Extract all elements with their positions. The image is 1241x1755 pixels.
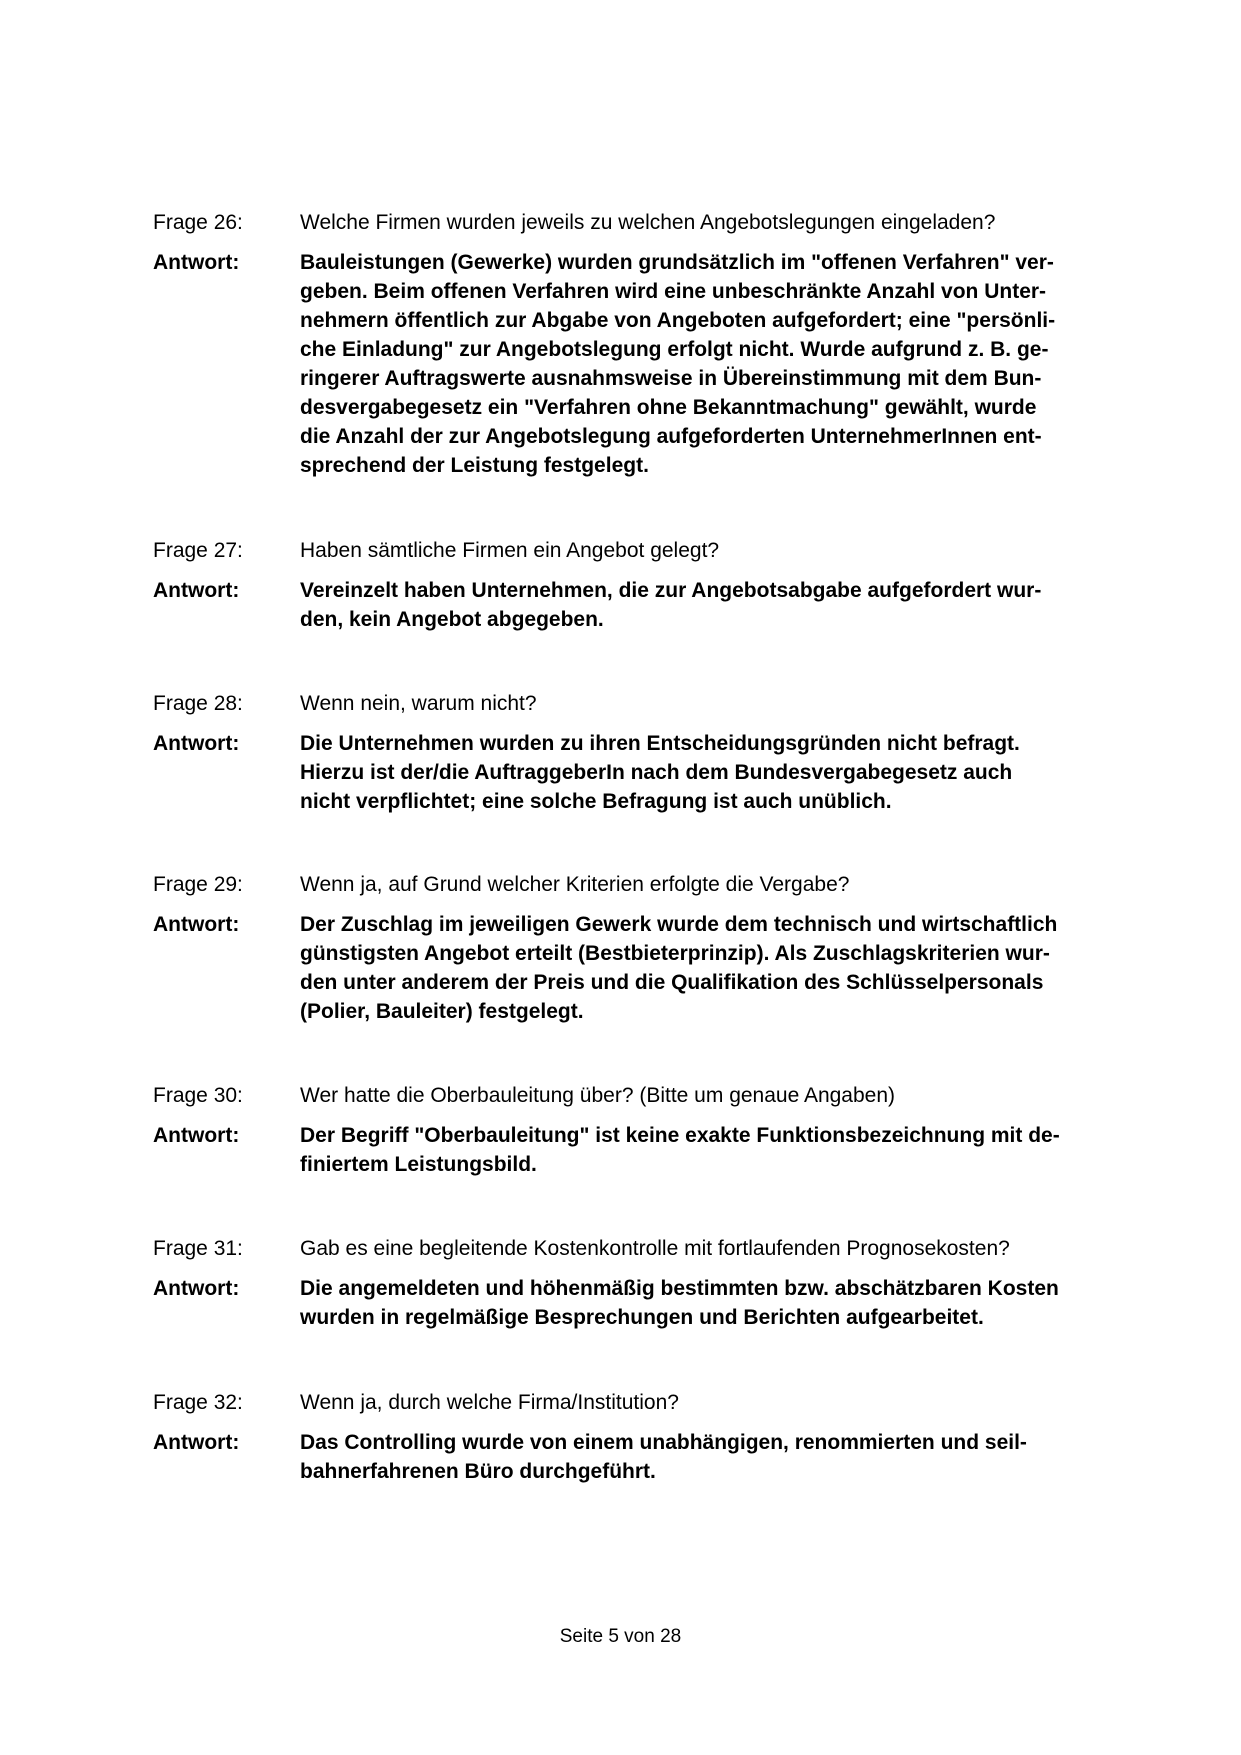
answer-line: Bauleistungen (Gewerke) wurden grundsätzlich im "offenen Verfahren" ver- [300,251,1054,274]
answer-line: ringerer Auftragswerte ausnahmsweise in Übereinstimmung mit dem Bun- [300,367,1042,390]
answer-line: Vereinzelt haben Unternehmen, die zur Angebotsabgabe aufgefordert wur- [300,579,1042,602]
answer-line: bahnerfahrenen Büro durchgeführt. [300,1460,656,1483]
question-label: Frage 28: [153,692,243,715]
answer-row [153,729,1133,816]
question-label: Frage 27: [153,539,243,562]
qa-block-27 [153,536,1133,634]
qa-block-32 [153,1388,1133,1486]
answer-line: nicht verpflichtet; eine solche Befragung ist auch unüblich. [300,790,892,813]
answer-label: Antwort: [153,1431,240,1454]
answer-line: sprechend der Leistung festgelegt. [300,454,649,477]
answer-line: Hierzu ist der/die AuftraggeberIn nach dem Bundesvergabegesetz auch [300,761,1013,784]
answer-label: Antwort: [153,913,240,936]
answer-line: (Polier, Bauleiter) festgelegt. [300,1000,584,1023]
answer-text [300,248,1133,480]
question-text: Welche Firmen wurden jeweils zu welchen Angebotslegungen eingeladen? [300,211,996,234]
answer-text [300,1121,1133,1179]
answer-row [153,1274,1133,1332]
qa-block-30 [153,1081,1133,1179]
answer-line: den unter anderem der Preis und die Qualifikation des Schlüsselpersonals [300,971,1044,994]
question-row [153,870,1133,899]
question-label: Frage 26: [153,211,243,234]
question-label: Frage 29: [153,873,243,896]
question-row [153,689,1133,718]
question-text: Wenn nein, warum nicht? [300,692,537,715]
answer-row [153,910,1133,1026]
qa-block-28 [153,689,1133,816]
answer-line: die Anzahl der zur Angebotslegung aufgeforderten UnternehmerInnen ent- [300,425,1042,448]
answer-text [300,910,1133,1026]
page-number: Seite 5 von 28 [559,1626,682,1647]
answer-row [153,1428,1133,1486]
answer-label: Antwort: [153,579,240,602]
answer-line: Der Zuschlag im jeweiligen Gewerk wurde dem technisch und wirtschaftlich [300,913,1058,936]
qa-block-29 [153,870,1133,1026]
answer-text [300,1428,1133,1486]
answer-line: Die angemeldeten und höhenmäßig bestimmten bzw. abschätzbaren Kosten [300,1277,1059,1300]
answer-line: günstigsten Angebot erteilt (Bestbieterprinzip). Als Zuschlagskriterien wur- [300,942,1050,965]
question-label: Frage 32: [153,1391,243,1414]
answer-label: Antwort: [153,1124,240,1147]
answer-row [153,248,1133,480]
answer-line: Die Unternehmen wurden zu ihren Entscheidungsgründen nicht befragt. [300,732,1020,755]
answer-row [153,1121,1133,1179]
answer-text [300,729,1133,816]
question-row [153,536,1133,565]
question-label: Frage 30: [153,1084,243,1107]
question-text: Gab es eine begleitende Kostenkontrolle mit fortlaufenden Prognosekosten? [300,1237,1010,1260]
answer-line: nehmern öffentlich zur Abgabe von Angeboten aufgefordert; eine "persönli- [300,309,1056,332]
question-row [153,208,1133,237]
answer-line: den, kein Angebot abgegeben. [300,608,604,631]
qa-block-31 [153,1234,1133,1332]
answer-text [300,1274,1133,1332]
question-text: Haben sämtliche Firmen ein Angebot gelegt? [300,539,720,562]
answer-line: che Einladung" zur Angebotslegung erfolgt nicht. Wurde aufgrund z. B. ge- [300,338,1049,361]
question-label: Frage 31: [153,1237,243,1260]
answer-row [153,576,1133,634]
answer-line: finiertem Leistungsbild. [300,1153,537,1176]
answer-label: Antwort: [153,251,240,274]
question-text: Wenn ja, auf Grund welcher Kriterien erfolgte die Vergabe? [300,873,850,896]
question-row [153,1234,1133,1263]
answer-line: Das Controlling wurde von einem unabhängigen, renommierten und seil- [300,1431,1027,1454]
answer-line: Der Begriff "Oberbauleitung" ist keine exakte Funktionsbezeichnung mit de- [300,1124,1060,1147]
question-row [153,1081,1133,1110]
answer-line: wurden in regelmäßige Besprechungen und Berichten aufgearbeitet. [300,1306,984,1329]
answer-label: Antwort: [153,1277,240,1300]
question-row [153,1388,1133,1417]
answer-line: geben. Beim offenen Verfahren wird eine unbeschränkte Anzahl von Unter- [300,280,1047,303]
answer-label: Antwort: [153,732,240,755]
question-text: Wenn ja, durch welche Firma/Institution? [300,1391,679,1414]
answer-text [300,576,1133,634]
qa-block-26 [153,208,1133,480]
answer-line: desvergabegesetz ein "Verfahren ohne Bekanntmachung" gewählt, wurde [300,396,1037,419]
question-text: Wer hatte die Oberbauleitung über? (Bitte um genaue Angaben) [300,1084,896,1107]
